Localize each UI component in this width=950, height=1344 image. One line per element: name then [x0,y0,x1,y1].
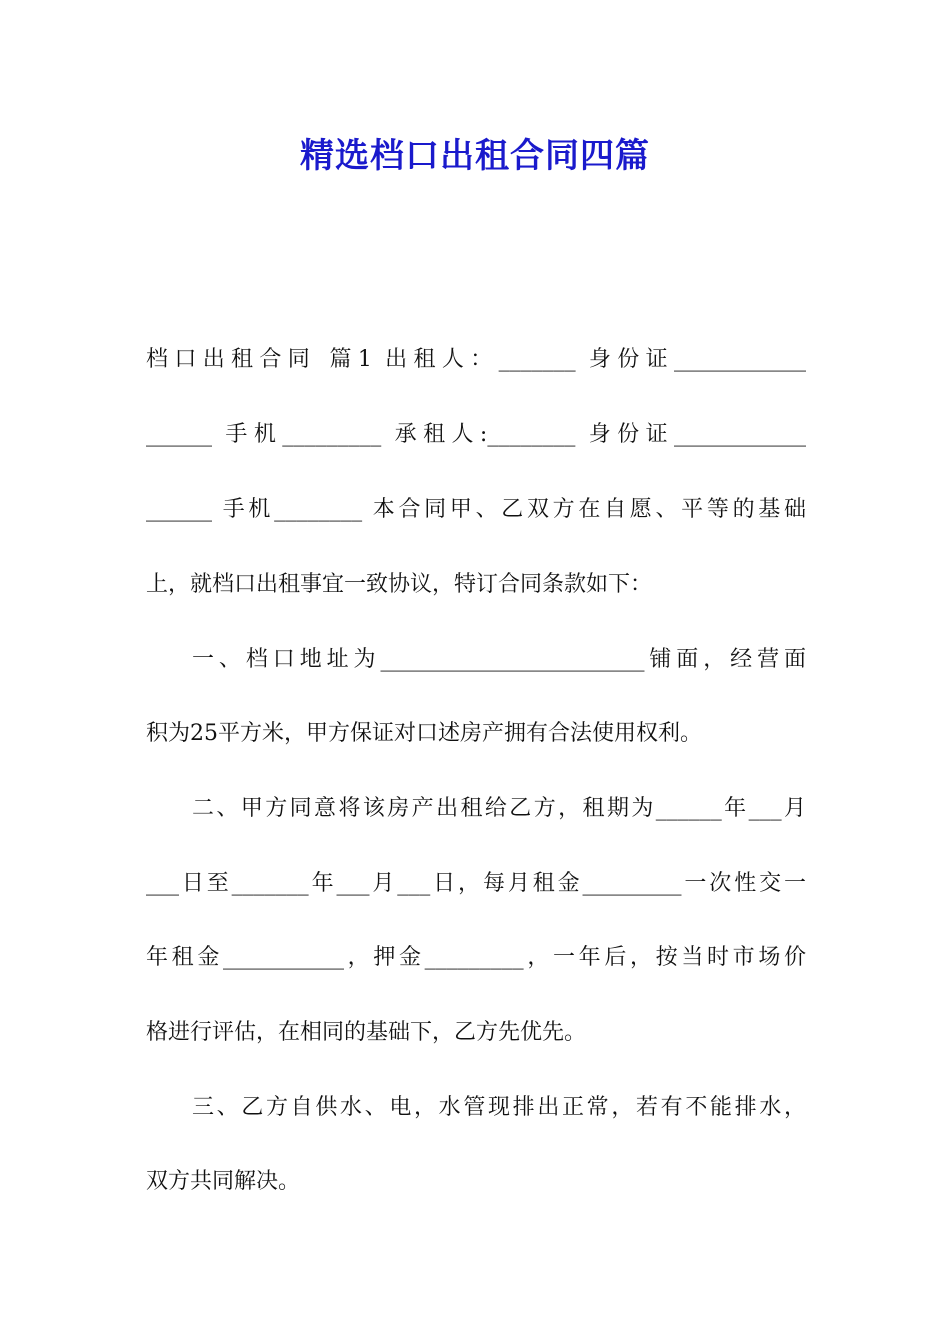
text-line-2: ______ 手机_________ 承租人:________ 身份证____________ [146,422,806,447]
text-line-9: 年租金___________，押金_________，一年后，按当时市场价 [146,945,806,970]
text-line-8: ___日至_______年___月___日，每月租金_________一次性交一 [146,871,806,896]
text-line-4: 上，就档口出租事宜一致协议，特订合同条款如下： [146,572,653,597]
text-line-3: ______ 手机________ 本合同甲、乙双方在自愿、平等的基础 [146,497,806,522]
text-line-10: 格进行评估，在相同的基础下，乙方先优先。 [146,1020,587,1045]
text-line-1: 档口出租合同 篇1 出租人：_______ 身份证____________ [146,347,806,372]
text-line-12: 双方共同解决。 [146,1169,301,1194]
text-line-7: 二、甲方同意将该房产出租给乙方，租期为______年___月 [192,796,806,821]
text-line-6: 积为25平方米，甲方保证对口述房产拥有合法使用权利。 [146,721,702,746]
text-line-5: 一、档口地址为________________________铺面，经营面 [192,647,806,672]
text-line-11: 三、乙方自供水、电，水管现排出正常，若有不能排水， [192,1095,806,1120]
document-title: 精选档口出租合同四篇 [300,136,650,176]
